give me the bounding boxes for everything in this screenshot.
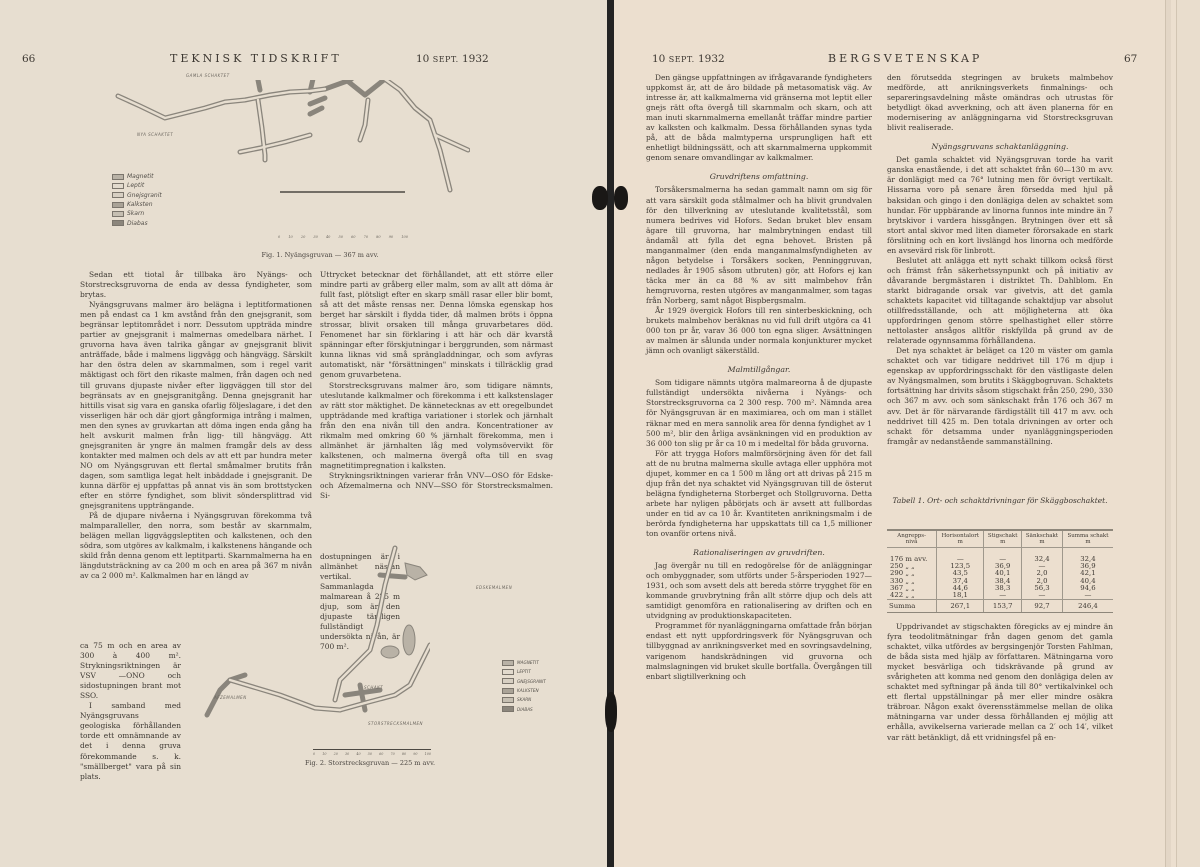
paragraph: Det gamla schaktet vid Nyängsgruvan torde ha varit ganska enastående, i det att schaktet från 60—130 m avv. är donlägigt med ca 76° lutning men för övrigt vertikalt. Hissarna voro på senare åren försedda med hjul på baksidan och gingo i den donlägiga delen av schaktet som hundar. För uppbärande av linorna funnos inte mindre än 7 brytskivor i vardera hissgången. Brytningen över ett så stort antal skivor med liten diameter förorsakade en stark förslitning och en kort livslängd hos linorna och medförde en avsevärd risk för linbrott. xyxy=(887,155,1113,255)
date-left: 10 SEPT. 1932 xyxy=(416,53,489,65)
figure-1-mine-map xyxy=(110,80,470,250)
legend-swatch-leptit xyxy=(502,669,514,675)
legend-swatch-leptit xyxy=(112,183,124,189)
table-row: 250 „ „ 123,5 36,9 — 36,9 xyxy=(887,563,1113,570)
map-label-schakt: SCHAKT xyxy=(364,685,384,690)
section-heading: Nyängsgruvans schaktanläggning. xyxy=(931,142,1069,152)
date-right: 10 SEPT. 1932 xyxy=(652,53,725,65)
paragraph: Uttrycket betecknar det förhållandet, att ett större eller mindre parti av gråberg eller malm, som av allt att döma är fullt fast, plötsligt efter en skarp smäll rasar eller blir bomt, så att det måste rensas ner. Denna lömska egenskap hos berget har särskilt i flydda tider, då malmen bröts i öppna strossar, blivit orsaken till många gruvarbetares död. Fenomenet har sin förklaring i att här och där kvarstå spänningar efter förskjutningar i berggrunden, som närmast kunna liknas vid små sprängladdningar, och som avfyras automatiskt, när "försättningen" minskats i tillräcklig grad genom gruvarbetena. xyxy=(320,270,553,380)
figure-2-caption: Fig. 2. Storstrecksgruvan — 225 m avv. xyxy=(304,759,436,767)
paragraph: På de djupare nivåerna i Nyängsgruvan förekomma två malmparalleller, den norra, som består av skarnmalm, belägen mellan liggväggsleptiten och kalkstenen, och den södra, som utgöres av kalkmalm, i kalkstenens hängande och skild från denna genom ett leptitparti. Skarnmalmerna ha en längdutsträckning av ca 200 m och en area på 367 m nivån av ca 2 000 m². Kalkmalmen har en längd av xyxy=(80,511,313,581)
scale-ticks-fig2: 0 10 20 30 40 50 60 70 80 90 100 xyxy=(313,752,431,756)
legend-item: Skarn xyxy=(112,209,162,218)
left-column-1-narrow xyxy=(80,641,181,782)
table-1 xyxy=(887,529,1113,613)
right-column-1 xyxy=(646,73,872,682)
page-number-left: 66 xyxy=(22,53,36,65)
legend-swatch-magnetit xyxy=(112,174,124,180)
legend-swatch-skarn xyxy=(502,697,514,703)
legend-item: Magnetit xyxy=(112,172,162,181)
legend-item: Gnejsgranit xyxy=(112,191,162,200)
legend-item: MAGNETIT xyxy=(502,658,546,667)
figure-2-mine-map xyxy=(195,545,430,745)
paragraph: Som tidigare nämnts utgöra malmareorna å de djupaste fullständigt undersökta nivåerna i Nyängs- och Storstrecksgruvorna ca 2 300 resp. 700 m². Nämnda area för Nyängsgruvan är en maximiarea, och om man i stället räknar med en mera sannolik area för denna fyndighet av 1 500 m², blir den årliga avsänkningen vid en produktion av 36 000 ton slig pr år ca 10 m i medeltal för båda gruvorna. xyxy=(646,378,872,448)
map-label-edskemalmen: EDSKEMALMEN xyxy=(476,585,513,590)
paragraph: ca 75 m och en area av 300 à 400 m². Strykningsriktningen är VSV —ONO och sidostupningen brant mot SSO. xyxy=(80,641,181,701)
legend-swatch-magnetit xyxy=(502,660,514,666)
paragraph: Uppdrivandet av stigschakten föregicks av ej mindre än fyra teodolitmätningar från dagen genom det gamla schaktet, vilka utfördes av bergsingenjör Torsten Fahlman, de båda sista med hjälp av författaren. Mätningarna voro mycket besvärliga och tidskrävande på grund av svårigheten att komma ned genom den donlägiga delen av schaktet med syftningar på ända till 80° vertikalvinkel och ett flertal uppställningar på mer eller mindre osäkra träbroar. Någon exakt överensstämmelse mellan de olika mätningarna var under dessa förhållanden ej möjlig att erhålla, avvikelserna varierade mellan ca 2′ och 14′, vilket var rätt betänkligt, då ett vridningsfel på en- xyxy=(887,622,1113,742)
right-page xyxy=(614,0,1200,867)
drivning-table xyxy=(887,531,1113,612)
paragraph: Torsåkersmalmerna ha sedan gammalt namn om sig för att vara särskilt goda stålmalmer och ha blivit grundvalen för den tillverkning av uteslutande kvalitetsstål, som numera bedrives vid Hofors. Sedan bruket blev ensam ägare till gruvorna, har malmbrytningen endast till ändamål att fylla det egna behovet. Bristen på manganmalmer (den enda manganmalmsfyndigheten av någon betydelse i Torsåkers socken, Penninggruvan, nedlades år 1905 såsom utbruten) gör, att Hofors ej kan täcka mer än ca 88 % av sitt malmbehov från hemgruvorna, resten utgöres av manganmalmer, som tagas från Norberg, samt något Bispbergsmalm. xyxy=(646,185,872,305)
journal-title-left: TEKNISK TIDSKRIFT xyxy=(170,52,342,65)
right-column-2-after-table xyxy=(887,622,1113,743)
table-row: 330 „ „ 37,4 38,4 2,0 40,4 xyxy=(887,578,1113,585)
paragraph: Den gängse uppfattningen av ifrågavarande fyndigheters uppkomst är, att de äro bildade på metasomatisk väg. Av intresse är, att kalkmalmerna vid gränserna mot leptit eller gnejs rätt ofta övergå till skarnmalm och skarn, och att man inuti skarnmalmerna emellanåt träffar mindre partier av kalksten och kalkmalm. Dessa förhållanden synas tyda på, att de båda malmtyperna ursprungligen haft ett enhetligt bildningssätt, och att skarnmalmerna uppkommit genom senare omvandlingar av kalkmalmer. xyxy=(646,73,872,163)
legend-item: GNEJSGRANIT xyxy=(502,677,546,686)
paragraph: Nyängsgruvans malmer äro belägna i leptitformationen men på endast ca 1 km avstånd från den gnejsgranit, som begränsar leptitområdet i norr. Dessutom uppträda mindre partier av gnejsgranit i malmernas omedelbara närhet. I gruvorna hava även talrika gångar av gnejsgranit blivit anträffade, både i malmens liggvägg och hängvägg. Särskilt har den östra delen av skarnmalmen, som i regel varit mäktigast och fört den rikaste malmen, från dagen och ned till gruvans djupaste nivåer efter liggväggen till stor del begränsats av en gnejsgranitgång. Denna gnejsgranit har hittills visat sig vara en ganska ofarlig följeslagare, i det den visserligen här och där gjort gångformiga intrång i malmen, men den synes av gruvkartan att döma ingen enda gång ha helt avskurit malmen från ligg- till hängvägg. Att gnejsgraniten är yngre än malmen framgår dels av dess kontakter med malmen och dels av att ett par hundra meter NO om Nyängsgruvan ett flertal småmalmer brutits från dagen, som samtliga legat helt inbäddade i gnejsgranit. De kunna därför ej uppfattas på annat vis än som brottstycken efter en större fyndighet, som blivit söndersplittrad vid gnejsgranitens uppträngande. xyxy=(80,300,312,511)
paragraph: Beslutet att anlägga ett nytt schakt tillkom också först och främst från säkerhetssynpunkt och på initiativ av dåvarande bergmästaren i distriktet Th. Dahlblom. En starkt bidragande orsak var givetvis, att det gamla schaktets kapacitet vid tilltagande schaktdjup var absolut otillfredsställande, och att möjligheterna att öka uppfordringen genom större spelhastighet eller större nettolaster ansågos alltför riskfyllda på grund av de relaterade ogynnsamma förhållandena. xyxy=(887,255,1113,346)
paragraph: I samband med Nyängsgruvans geologiska förhållanden torde ett omnämnande av det i denna gruva förekommande s. k. "smällberget" vara på sin plats. xyxy=(80,701,181,781)
legend-swatch-diabas xyxy=(112,220,124,226)
figure-2-legend xyxy=(502,658,546,714)
page-edge xyxy=(1165,0,1171,867)
scale-bar-fig2 xyxy=(313,749,431,750)
legend-item: SKARN xyxy=(502,695,546,704)
figure-1-caption: Fig. 1. Nyängsgruvan — 367 m avv. xyxy=(261,251,379,259)
column-header: Angrepps- nivå xyxy=(887,531,937,548)
table-caption: Tabell 1. Ort- och schaktdrivningar för Skäggboschaktet. xyxy=(892,496,1108,505)
table-sum-row: Summa 267,1 153,7 92,7 246,4 xyxy=(887,600,1113,613)
legend-item: Leptit xyxy=(112,181,162,190)
left-column-1 xyxy=(80,270,312,581)
table-row: 367 „ „ 44,6 38,3 56,3 94,6 xyxy=(887,585,1113,592)
section-heading: Malmtillgångar. xyxy=(727,365,791,375)
legend-swatch-gnejsgranit xyxy=(112,192,124,198)
page-edge xyxy=(1176,0,1200,867)
column-header: Sänkschakt m xyxy=(1022,531,1063,548)
paragraph: dostupningen är i allmänhet nästan vertikal. Sammanlagda malmarean å 225 m djup, som är den djupaste tämligen fullständigt undersökta nivån, är 700 m². xyxy=(320,552,400,652)
section-heading: Rationaliseringen av gruvdriften. xyxy=(693,548,825,558)
scale-ticks-fig1: 0 10 20 30 40 50 60 70 80 90 100 xyxy=(278,235,408,239)
storstrecksgruvan-map-drawing xyxy=(195,545,430,745)
paragraph: Sedan ett tiotal år tillbaka äro Nyängs- och Storstrecksgruvorna de enda av dessa fyndigheter, som brytas. xyxy=(80,270,312,300)
left-column-2 xyxy=(320,270,553,501)
map-label-gamla-schaktet: GAMLA SCHAKTET xyxy=(186,73,230,78)
paragraph: Strykningsriktningen varierar från VNV—OSO för Edske- och Afzemalmerna och NNV—SSO för Storstrecksmalmen. Si- xyxy=(320,470,553,501)
paragraph: År 1929 övergick Hofors till ren sinterbeskickning, och brukets malmbehov beräknas nu vid full drift utgöra ca 41 000 ton pr år, varav 36 000 ton egna sliger. Avsättningen av malmen är sålunda under normala konjunkturer mycket jämn och ovanligt säkerställd. xyxy=(646,306,872,356)
paragraph: Jag övergår nu till en redogörelse för de anläggningar och ombyggnader, som utförts under 5-årsperioden 1927—1931, och som avsett dels att bereda större trygghet för en kommande gruvbrytning från allt större djup och dels att samtidigt genomföra en rationalisering av driften och en utvidgning av produktionskapaciteten. xyxy=(646,561,872,621)
map-label-afzemalmen: AFZEMALMEN xyxy=(214,695,247,700)
legend-item: KALKSTEN xyxy=(502,686,546,695)
book-gutter xyxy=(607,0,614,867)
figure-1-legend xyxy=(112,172,162,228)
legend-swatch-diabas xyxy=(502,706,514,712)
journal-title-right: BERGSVETENSKAP xyxy=(828,52,983,65)
column-header: Stigschakt m xyxy=(984,531,1022,548)
right-column-2 xyxy=(887,73,1113,447)
map-label-nya-schaktet: NYA SCHAKTET xyxy=(137,132,174,137)
nyangsgruvan-map-drawing xyxy=(110,80,470,250)
paragraph: Storstrecksgruvans malmer äro, som tidigare nämnts, uteslutande kalkmalmer och förekomma i ett kalkstenslager av rätt stor mäktighet. De kännetecknas av ett oregelbundet uppträdande med kraftiga variationer i storlek och järnhalt från den ena nivån till den andra. Koncentrationer av rikmalm med omkring 60 % järnhalt förekomma, men i allmänhet är järnhalten låg med volymsövervikt för kalkstenen, och malmerna övergå ofta till en svag magnetitimpregnation i kalksten. xyxy=(320,380,553,470)
table-row: 422 „ „ 18,1 — — — xyxy=(887,592,1113,600)
legend-swatch-gnejsgranit xyxy=(502,678,514,684)
legend-swatch-skarn xyxy=(112,211,124,217)
legend-item: Diabas xyxy=(112,218,162,227)
ink-blot xyxy=(614,186,628,210)
paragraph: Programmet för nyanläggningarna omfattade från början endast ett nytt uppfordringsverk för Nyängsgruvan och tillbyggnad av anrikningsverket med en sovringsavdelning, varigenom handskrädningen vid gruvorna och malmslagningen vid bruket skulle bortfalla. Övergången till enbart sligtillverkning och xyxy=(646,621,872,681)
paragraph: För att trygga Hofors malmförsörjning även för det fall att de nu brutna malmerna skulle avtaga eller upphöra mot djupet, kommer en ca 1 500 m lång ort att drivas på 215 m djup från det nya schaktet vid Nyängsgruvan till de österut belägna fyndigheterna Storberget och Stollgruvorna. Detta arbete har nyligen påbörjats och är avsett att fullbordas under en tid av ca 10 år. Kvantiteten anrikningsmalm i de berörda fyndigheterna har uppskattats till ca 1,5 millioner ton ovanför ortens nivå. xyxy=(646,448,872,539)
page-number-right: 67 xyxy=(1124,53,1138,65)
ink-blot xyxy=(592,186,608,210)
legend-item: Kalksten xyxy=(112,200,162,209)
legend-item: DIABAS xyxy=(502,704,546,713)
ink-blot xyxy=(605,692,617,732)
map-label-storstrecksmalmen: STORSTRECKSMALMEN xyxy=(368,721,424,726)
column-header: Horisontalort m xyxy=(937,531,984,548)
table-row: 290 „ „ 43,5 40,1 2,0 42,1 xyxy=(887,570,1113,577)
paragraph: den förutsedda stegringen av brukets malmbehov medförde, att anrikningsverkets finmalnings- och separeringsavdelning måste omändras och utrustas för betydligt ökad avverkning, och att även planerna för en modernisering av anläggningarna vid Storstrecksgruvan blivit realiserade. xyxy=(887,73,1113,133)
section-heading: Gruvdriftens omfattning. xyxy=(709,172,809,182)
table-row: 176 m avv. — — 32,4 32,4 xyxy=(887,548,1113,564)
legend-swatch-kalksten xyxy=(502,688,514,694)
legend-swatch-kalksten xyxy=(112,202,124,208)
legend-item: LEPTIT xyxy=(502,667,546,676)
column-header: Summa schakt m xyxy=(1062,531,1113,548)
paragraph: Det nya schaktet är beläget ca 120 m väster om gamla schaktet och var tidigare neddrivet till 176 m djup i egenskap av uppfordringsschakt för den västligaste delen av Nyängsmalmen, som brutits i Skäggbogruvan. Schaktets fortsättning har drivits såsom stigschakt från 250, 290, 330 och 367 m avv. och som sänkschakt från 176 och 367 m avv. Det är för närvarande färdigställt till 417 m avv. och neddrivet till 425 m. Den totala drivningen av orter och schakt för detsamma under nyanläggningsperioden framgår av nedanstående sammanställning. xyxy=(887,346,1113,446)
